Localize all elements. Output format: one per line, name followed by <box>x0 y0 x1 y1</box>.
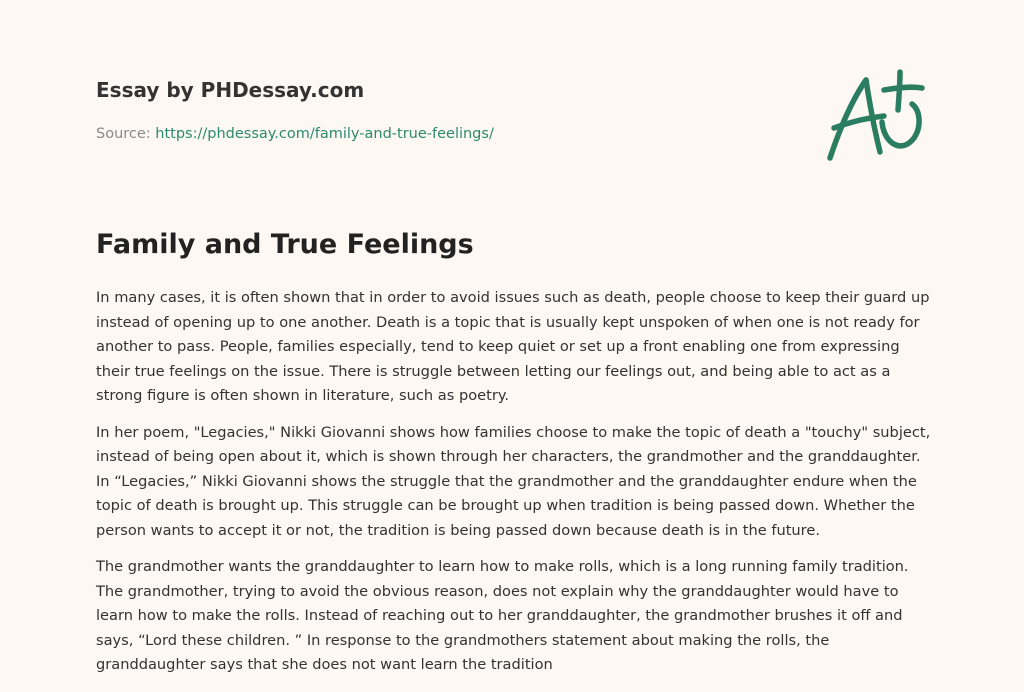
source-label: Source: <box>96 126 151 142</box>
essay-title: Family and True Feelings <box>96 229 474 260</box>
essay-paragraph: In her poem, "Legacies," Nikki Giovanni shows how families choose to make the topic of death a "touchy" subject, instead of being open about it, which is shown through her characters, the grandmother and the granddaughter. In “Legacies,” Nikki Giovanni shows the struggle that the grandmother and the granddaughter endure when the topic of death is brought up. This struggle can be brought up when tradition is being passed down. Whether the person wants to accept it or not, the tradition is being passed down because death is in the future. <box>96 423 931 539</box>
a-plus-logo-icon <box>822 66 932 166</box>
essay-paragraph: In many cases, it is often shown that in order to avoid issues such as death, people choose to keep their guard up instead of opening up to one another. Death is a topic that is usually kept unspoken of when one is not ready for another to pass. People, families especially, tend to keep quiet or set up a front enabling one from expressing their true feelings on the issue. There is struggle between letting our feelings out, and being able to act as a strong figure is often shown in literature, such as poetry. <box>96 289 930 404</box>
source-link[interactable]: https://phdessay.com/family-and-true-feelings/ <box>155 126 494 142</box>
essay-paragraph: The grandmother wants the granddaughter to learn how to make rolls, which is a long running family tradition. The grandmother, trying to avoid the obvious reason, does not explain why the granddaughter would have to learn how to make the rolls. Instead of reaching out to her granddaughter, the grandmother brushes it off and says, “Lord these children. ” In response to the grandmothers statement about making the rolls, the granddaughter says that she does not want learn the tradition <box>96 558 909 673</box>
essay-content <box>96 226 932 690</box>
header <box>96 76 796 144</box>
site-title: Essay by PHDessay.com <box>96 78 365 102</box>
source-line <box>96 124 796 144</box>
